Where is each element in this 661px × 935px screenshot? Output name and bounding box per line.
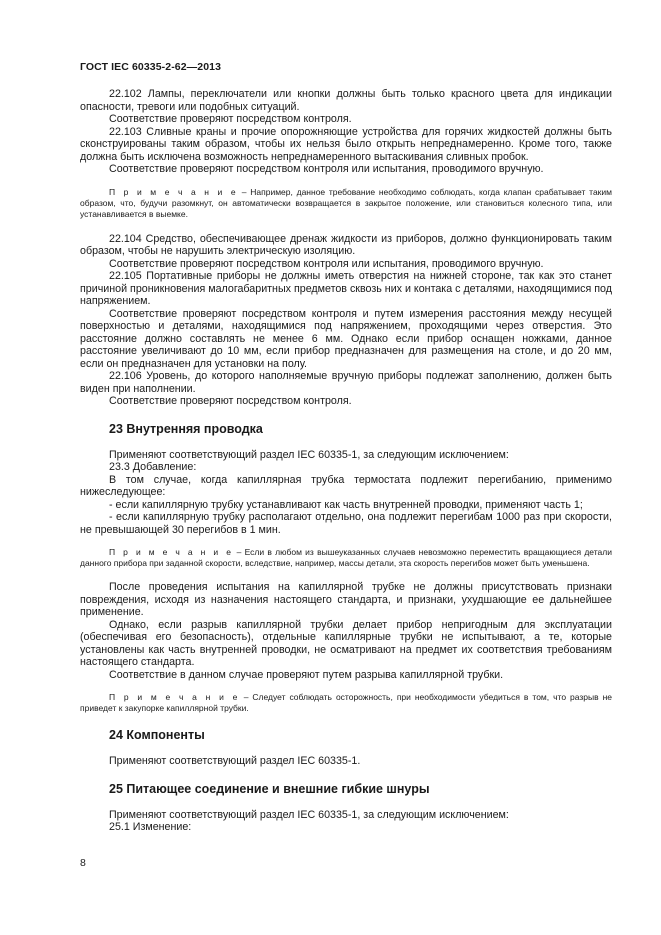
- clause-22-106: 22.106 Уровень, до которого наполняемые вручную приборы подлежат заполнению, должен быть виден при наполнении.: [80, 370, 612, 395]
- clause-22-104-compliance: Соответствие проверяют посредством контроля или испытания, проводимого вручную.: [109, 257, 544, 270]
- clause-22-105-compliance: Соответствие проверяют посредством контроля и путем измерения расстояния между несущей поверхностью и деталями, находящимися под напряжением, проходящими через отверстия. Это расстояние должно составлять не менее 6 мм. Однако если прибор оснащен ножками, данное расстояние увеличивают до 10 мм, если прибор предназначен для размещения на столе, и до 20 мм, если он предназначен для установки на полу.: [80, 307, 612, 370]
- note-1: [80, 187, 612, 220]
- note-text: Например, данное требование необходимо соблюдать, когда клапан срабатывает таким образом, что, будучи разомкнут, он автоматически возвращается в закрытое положение, или становиться колесного типа, или устанавливается в выемке.: [80, 186, 612, 219]
- note-dash: –: [237, 186, 251, 197]
- clause-23-3-item-1: - если капиллярную трубку устанавливают как часть внутренней проводки, применяют часть 1;: [109, 498, 583, 511]
- note-text: Если в любом из вышеуказанных случаев невозможно переместить вращающиеся детали данного прибора при заданной скорости, вследствие, например, массы детали, эта скорость перегибов может быть уменьшена.: [80, 547, 612, 568]
- clause-22-102-compliance: Соответствие проверяют посредством контроля.: [109, 113, 352, 125]
- clause-23-3: 23.3 Добавление:: [109, 461, 197, 473]
- clause-22-105: 22.105 Портативные приборы не должны иметь отверстия на нижней стороне, так как это станет причиной проникновения малогабаритных предметов сквозь них и контака с деталями, находящимися под напряжением.: [80, 270, 612, 307]
- clause-22-104: 22.104 Средство, обеспечивающее дренаж жидкости из приборов, должно функционировать таким образом, чтобы не нарушить электрическую изоляцию.: [80, 232, 612, 257]
- note-label: П р и м е ч а н и е: [109, 186, 238, 197]
- section-25-intro: Применяют соответствующий раздел IEC 60335-1, за следующим исключением:: [109, 808, 509, 821]
- clause-23-3-item-2: - если капиллярную трубку располагают отдельно, она подлежит перегибам 1000 раз при скорости, не превышающей 30 перегибов в 1 мин.: [80, 511, 612, 536]
- note-2: [80, 547, 612, 569]
- note-text: Следует соблюдать осторожность, при необходимости убедиться в том, что разрыв не приведет к закупорке капиллярной трубки.: [80, 692, 612, 713]
- note-dash: –: [233, 547, 245, 557]
- note-dash: –: [239, 692, 253, 702]
- clause-22-103: 22.103 Сливные краны и прочие опорожняющие устройства для горячих жидкостей должны быть сконструированы таким образом, чтобы их нельзя было открыть непреднамеренно. Кроме того, также должна быть исключена возможность непреднамеренного вытаскивания сливных пробок.: [80, 125, 612, 163]
- page-body: [80, 88, 612, 834]
- section-24-heading: 24 Компоненты: [109, 728, 205, 742]
- clause-22-106-compliance: Соответствие проверяют посредством контроля.: [109, 395, 352, 407]
- section-23-compliance: Соответствие в данном случае проверяют путем разрыва капиллярной трубки.: [109, 668, 504, 681]
- clause-25-1: 25.1 Изменение:: [109, 821, 192, 833]
- note-3: [80, 692, 612, 714]
- section-24-text: Применяют соответствующий раздел IEC 60335-1.: [109, 755, 361, 767]
- section-25-heading: 25 Питающее соединение и внешние гибкие шнуры: [109, 781, 430, 796]
- clause-23-3-text: В том случае, когда капиллярная трубка термостата подлежит перегибанию, применимо нижеследующее:: [80, 473, 612, 498]
- note-label: П р и м е ч а н и е: [109, 692, 240, 702]
- document-header: ГОСТ IEC 60335-2-62—2013: [80, 61, 222, 73]
- section-23-after-test: После проведения испытания на капиллярной трубке не должны присутствовать признаки повреждения, исходя из назначения настоящего стандарта, и признаки, ухудшающие ее дальнейшее применение.: [80, 581, 612, 618]
- section-23-heading: 23 Внутренняя проводка: [109, 421, 263, 436]
- clause-22-102: 22.102 Лампы, переключатели или кнопки должны быть только красного цвета для индикации опасности, тревоги или подобных ситуаций.: [80, 88, 612, 113]
- section-23-however: Однако, если разрыв капиллярной трубки делает прибор непригодным для эксплуатации (обеспечивая его безопасность), отдельные капиллярные трубки не испытывают, а те, которые установлены как часть внутренней проводки, не осматривают на предмет их соответствия требованиям настоящего стандарта.: [80, 618, 612, 668]
- page-number: 8: [80, 857, 86, 869]
- section-23-intro: Применяют соответствующий раздел IEC 60335-1, за следующим исключением:: [109, 448, 509, 461]
- note-label: П р и м е ч а н и е: [109, 547, 234, 557]
- clause-22-103-compliance: Соответствие проверяют посредством контроля или испытания, проводимого вручную.: [109, 163, 544, 175]
